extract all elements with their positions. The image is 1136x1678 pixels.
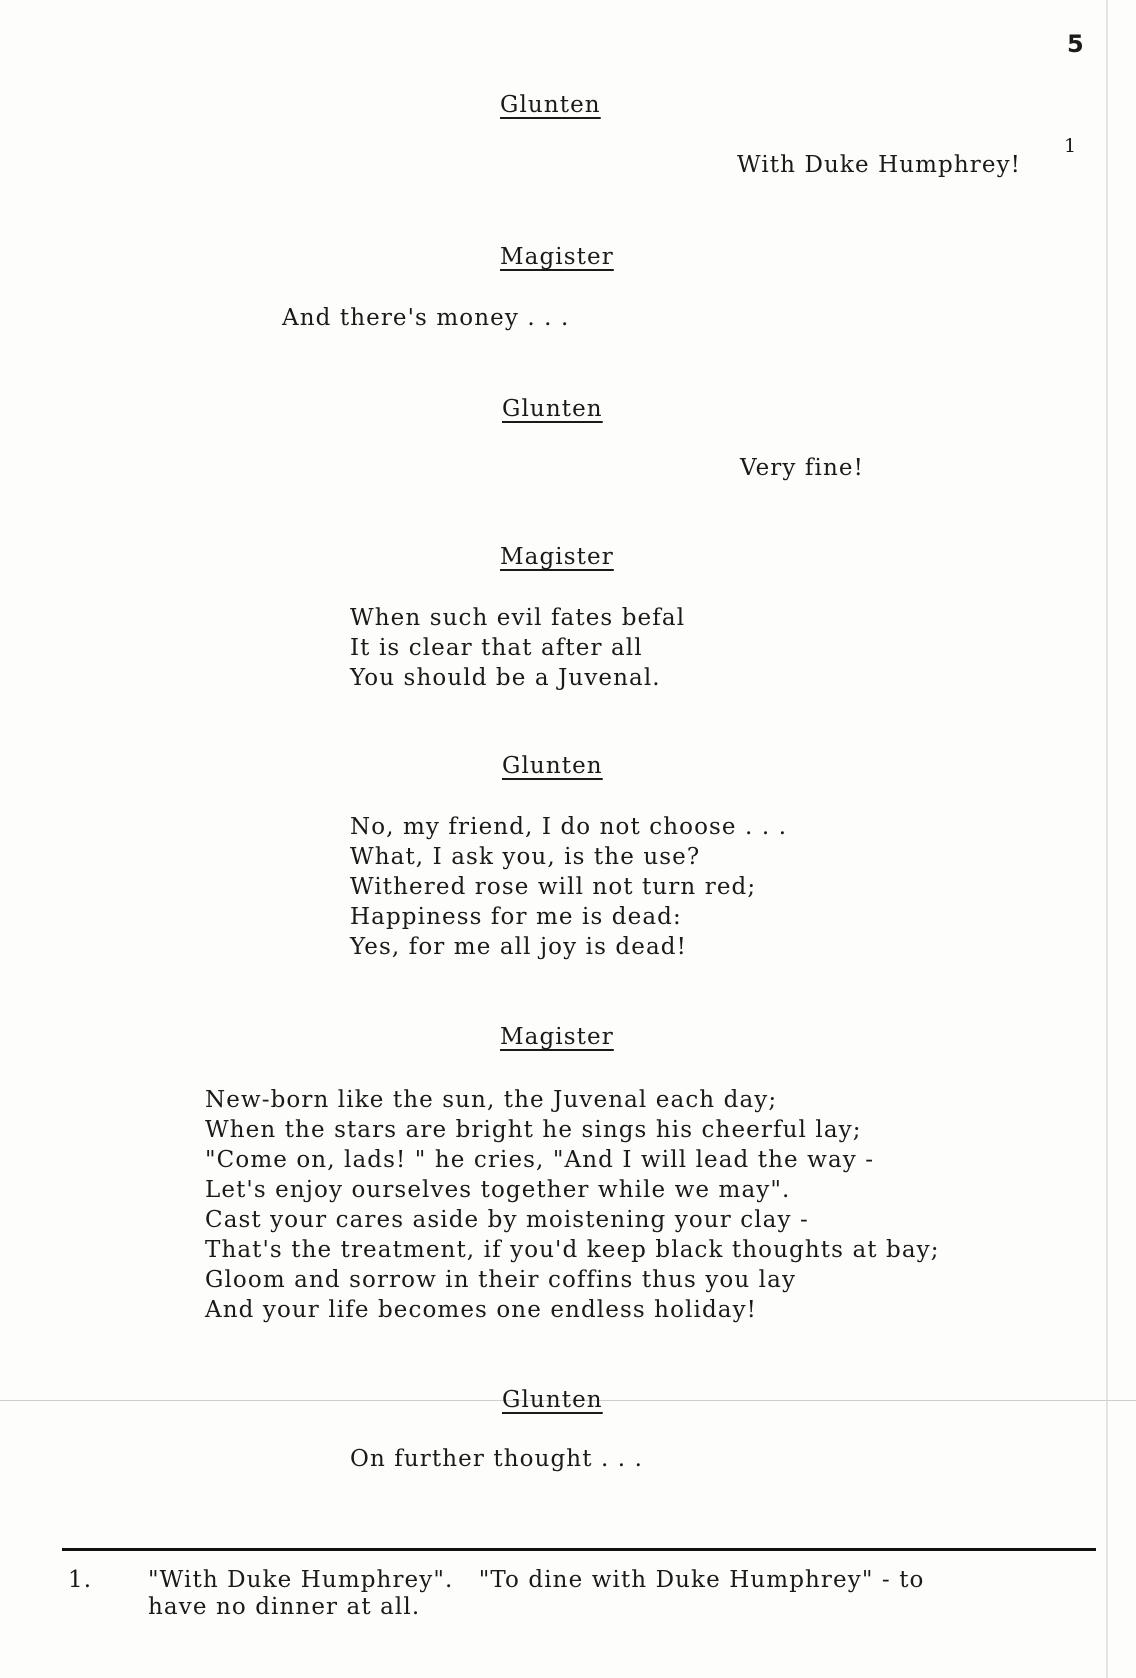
speaker-heading: Glunten xyxy=(502,1387,603,1413)
verse-line: What, I ask you, is the use? xyxy=(350,844,701,870)
footnote-number: 1. xyxy=(68,1567,93,1593)
verse-line: And your life becomes one endless holiday! xyxy=(205,1297,758,1323)
verse-line: "Come on, lads! " he cries, "And I will lead the way - xyxy=(205,1147,875,1173)
dialogue-line: On further thought . . . xyxy=(350,1446,644,1472)
dialogue-line: Very fine! xyxy=(740,455,864,481)
verse-line: You should be a Juvenal. xyxy=(350,665,661,691)
dialogue-line: And there's money . . . xyxy=(282,305,570,331)
speaker-heading: Magister xyxy=(500,244,614,270)
dialogue-line: With Duke Humphrey! xyxy=(737,152,1022,178)
footnote-text-line: "With Duke Humphrey". "To dine with Duke Humphrey" - to xyxy=(148,1567,925,1593)
verse-line: Cast your cares aside by moistening your clay - xyxy=(205,1207,809,1233)
verse-line: New-born like the sun, the Juvenal each day; xyxy=(205,1087,778,1113)
verse-block xyxy=(350,603,685,693)
verse-block xyxy=(350,812,787,962)
speaker-heading: Magister xyxy=(500,544,614,570)
speaker-heading: Glunten xyxy=(500,92,601,118)
footnote-rule xyxy=(62,1548,1096,1551)
verse-block xyxy=(205,1085,940,1325)
page-number: 5 xyxy=(1067,30,1084,58)
speaker-heading: Magister xyxy=(500,1024,614,1050)
verse-line: Let's enjoy ourselves together while we may". xyxy=(205,1177,791,1203)
verse-line: When the stars are bright he sings his cheerful lay; xyxy=(205,1117,862,1143)
verse-line: That's the treatment, if you'd keep black thoughts at bay; xyxy=(205,1237,940,1263)
speaker-heading: Glunten xyxy=(502,753,603,779)
speaker-heading: Glunten xyxy=(502,396,603,422)
verse-line: When such evil fates befal xyxy=(350,605,686,631)
footnote-text-line: have no dinner at all. xyxy=(148,1594,421,1620)
verse-line: No, my friend, I do not choose . . . xyxy=(350,814,788,840)
verse-line: Yes, for me all joy is dead! xyxy=(350,934,687,960)
verse-line: Happiness for me is dead: xyxy=(350,904,682,930)
verse-line: Gloom and sorrow in their coffins thus you lay xyxy=(205,1267,797,1293)
verse-line: It is clear that after all xyxy=(350,635,643,661)
footnote-marker: 1 xyxy=(1064,135,1077,157)
page-edge-shadow xyxy=(1106,0,1108,1678)
verse-line: Withered rose will not turn red; xyxy=(350,874,757,900)
